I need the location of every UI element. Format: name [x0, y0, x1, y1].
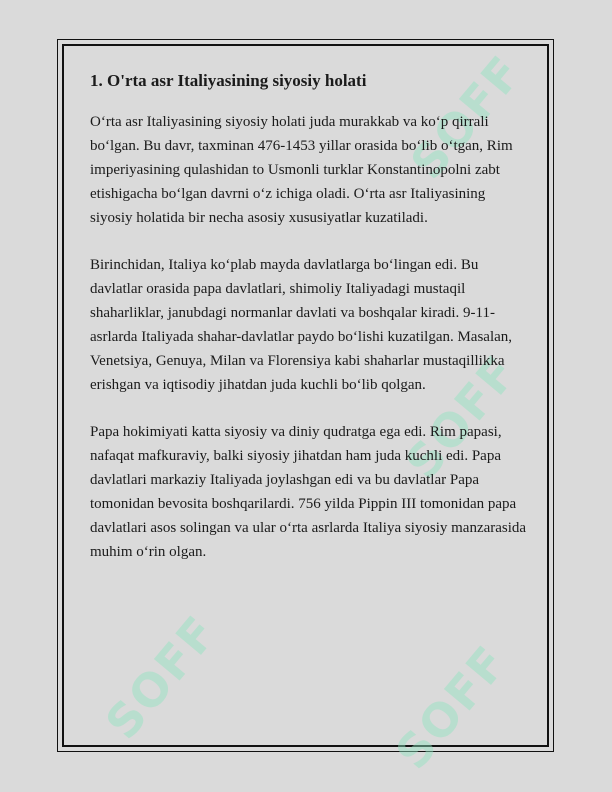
watermark-logo: SOFF — [394, 344, 529, 490]
section-heading: 1. O'rta asr Italiyasining siyosiy holati — [90, 71, 367, 90]
watermark-logo: SOFF — [384, 634, 519, 780]
watermark-logo: SOFF — [399, 44, 534, 190]
paragraph-city-states: Birinchidan, Italiya ko‘plab mayda davlatlarga bo‘lingan edi. Bu davlatlar orasida papa davlatlari, shimoliy Italiyadagi mustaqil shaharliklar, janubdagi normanlar davlati va boshqalar kiradi. 9-11-asrlarda Italiyada shahar-davlatlar paydo bo‘lishi kuzatilgan. Masalan, Venetsiya, Genuya, Milan va Florensiya kabi shaharlar mustaqillikka erishgan va iqtisodiy jihatdan juda kuchli bo‘lib qolgan. — [90, 257, 513, 393]
paragraph-intro: O‘rta asr Italiyasining siyosiy holati juda murakkab va ko‘p qirrali bo‘lgan. Bu davr, taxminan 476-1453 yillar orasida bo‘lib o‘tgan, Rim imperiyasining qulashidan to Usmonli turklar Konstantinopolni zabt etishigacha bo‘lgan davrni o‘z ichiga oladi. O‘rta asr Italiyasining siyosiy holatida bir necha asosiy xususiyatlar kuzatiladi. — [90, 114, 513, 226]
paragraph-papal-power: Papa hokimiyati katta siyosiy va diniy qudratga ega edi. Rim papasi, nafaqat mafkuraviy, balki siyosiy jihatdan ham juda kuchli edi. Papa davlatlari markaziy Italiyada joylashgan edi va bu davlatlar Papa tomonidan bevosita boshqarilardi. 756 yilda Pippin III tomonidan papa davlatlari asos solingan va ular o‘rta asrlarda Italiya siyosiy manzarasida muhim o‘rin olgan. — [90, 424, 527, 560]
document-content — [90, 70, 530, 587]
watermark-logo: SOFF — [94, 604, 229, 750]
